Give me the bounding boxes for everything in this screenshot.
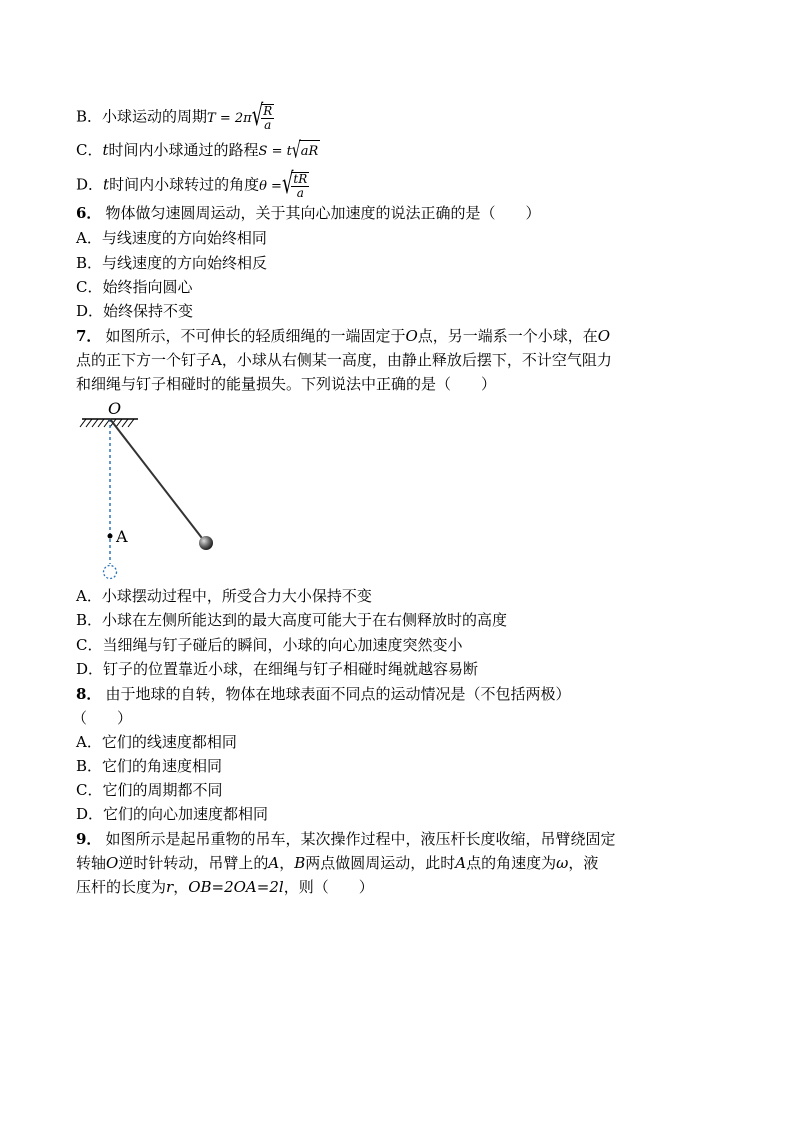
sqrt-sign-icon: √ bbox=[251, 98, 264, 133]
question-text: 点的角速度为 bbox=[466, 854, 557, 872]
option-letter: C． bbox=[76, 636, 103, 654]
var-r: r bbox=[166, 878, 174, 896]
option-text: 它们的线速度都相同 bbox=[101, 733, 237, 751]
question-text: 逆时针转动，吊臂上的 bbox=[118, 854, 269, 872]
var-o: O bbox=[405, 327, 418, 345]
angle-formula bbox=[259, 166, 309, 201]
question-text: 和细绳与钉子相碰时的能量损失。下列说法中正确的是（ ） bbox=[76, 375, 497, 393]
question-number: 7． bbox=[76, 327, 102, 345]
q7-option-d bbox=[76, 658, 744, 680]
fraction-numerator: tR bbox=[293, 172, 308, 186]
question-number: 8． bbox=[76, 685, 102, 703]
option-letter: C． bbox=[76, 141, 103, 159]
ceiling-hatch-icon bbox=[80, 419, 134, 427]
q6-option-a bbox=[76, 227, 744, 249]
option-text: 时间内小球通过的路程 bbox=[108, 141, 259, 159]
option-letter: B． bbox=[76, 254, 103, 272]
var-a: A bbox=[455, 854, 467, 872]
formula-lhs: S = t bbox=[258, 144, 292, 159]
q7-stem-line2 bbox=[76, 349, 744, 371]
option-letter: D． bbox=[76, 660, 104, 678]
q8-option-d bbox=[76, 803, 744, 825]
q5-option-b bbox=[76, 98, 744, 133]
question-text: 由于地球的自转，物体在地球表面不同点的运动情况是（不包括两极） bbox=[105, 685, 571, 703]
var-t: t bbox=[103, 175, 110, 194]
formula-fraction bbox=[291, 172, 309, 200]
option-letter: D． bbox=[76, 805, 104, 823]
q6-stem bbox=[76, 202, 744, 224]
question-text: ，液 bbox=[568, 854, 599, 872]
q9-stem-line3 bbox=[76, 876, 744, 898]
formula-lhs: θ = bbox=[259, 178, 282, 194]
pendulum-figure bbox=[76, 396, 246, 582]
period-formula bbox=[207, 98, 274, 133]
option-letter: C． bbox=[76, 781, 103, 799]
option-text: 它们的向心加速度都相同 bbox=[103, 805, 269, 823]
sqrt-sign-icon: √ bbox=[291, 138, 301, 164]
sqrt-sign-icon: √ bbox=[281, 166, 294, 201]
option-text: 时间内小球转过的角度 bbox=[109, 175, 260, 194]
question-text: ，则（ ） bbox=[283, 878, 374, 896]
question-text: 转轴 bbox=[76, 854, 107, 872]
question-text: 压杆的长度为 bbox=[76, 878, 167, 896]
formula-lhs: T = 2π bbox=[207, 110, 252, 126]
var-o: O bbox=[597, 327, 611, 345]
question-text: ， bbox=[173, 878, 189, 896]
fraction-denominator: a bbox=[264, 118, 272, 132]
question-number: 6． bbox=[76, 204, 102, 222]
option-text: 小球摆动过程中，所受合力大小保持不变 bbox=[101, 587, 372, 605]
radicand: aR bbox=[299, 140, 321, 163]
fraction-denominator: a bbox=[296, 186, 304, 200]
var-b: B bbox=[294, 854, 306, 872]
option-text: 它们的角速度相同 bbox=[102, 757, 223, 775]
option-letter: A． bbox=[76, 733, 102, 751]
option-text: 小球在左侧所能达到的最大高度可能大于在右侧释放时的高度 bbox=[102, 611, 508, 629]
nail-point bbox=[108, 534, 113, 539]
ball-icon bbox=[199, 536, 213, 550]
option-text: 与线速度的方向始终相同 bbox=[101, 229, 267, 247]
option-letter: B． bbox=[76, 757, 103, 775]
dashed-ball-icon bbox=[104, 566, 117, 579]
fraction-numerator: R bbox=[263, 104, 273, 118]
var-a: A bbox=[268, 854, 280, 872]
q7-option-c bbox=[76, 634, 744, 656]
question-text: 点，另一端系一个小球，在 bbox=[417, 327, 598, 345]
option-letter: A． bbox=[76, 229, 102, 247]
q8-option-a bbox=[76, 731, 744, 753]
q9-stem-line2 bbox=[76, 852, 744, 874]
option-text: 当细绳与钉子碰后的瞬间，小球的向心加速度突然变小 bbox=[102, 636, 463, 654]
option-letter: B． bbox=[76, 107, 103, 126]
question-text: 如图所示，不可伸长的轻质细绳的一端固定于 bbox=[105, 327, 406, 345]
equation: OB=2OA=2l bbox=[188, 878, 284, 896]
label-a: A bbox=[116, 527, 128, 546]
option-letter: C． bbox=[76, 278, 103, 296]
q7-option-b bbox=[76, 609, 744, 631]
q8-option-b bbox=[76, 755, 744, 777]
q8-option-c bbox=[76, 779, 744, 801]
q7-stem-line1 bbox=[76, 325, 744, 347]
q8-stem-line1 bbox=[76, 683, 744, 705]
option-text: 始终指向圆心 bbox=[102, 278, 193, 296]
q5-option-c bbox=[76, 139, 744, 163]
option-text: 钉子的位置靠近小球，在细绳与钉子相碰时绳就越容易断 bbox=[103, 660, 479, 678]
question-number: 9． bbox=[76, 830, 102, 848]
question-text: ， bbox=[279, 854, 295, 872]
path-formula bbox=[258, 138, 321, 164]
option-text: 始终保持不变 bbox=[103, 302, 194, 320]
option-letter: A． bbox=[76, 587, 102, 605]
q6-option-b bbox=[76, 252, 744, 274]
q6-option-c bbox=[76, 276, 744, 298]
q7-option-a bbox=[76, 585, 744, 607]
answer-bracket: （ ） bbox=[72, 709, 133, 727]
question-text: 物体做匀速圆周运动，关于其向心加速度的说法正确的是（ ） bbox=[105, 204, 541, 222]
var-o: O bbox=[106, 854, 119, 872]
q5-option-d bbox=[76, 166, 744, 201]
question-text: 两点做圆周运动，此时 bbox=[305, 854, 456, 872]
option-text: 它们的周期都不同 bbox=[102, 781, 223, 799]
q9-stem-line1 bbox=[76, 828, 744, 850]
q8-stem-line2 bbox=[72, 707, 744, 729]
q7-stem-line3 bbox=[76, 373, 744, 395]
option-letter: D． bbox=[76, 302, 104, 320]
option-letter: D． bbox=[76, 175, 104, 194]
label-o: O bbox=[108, 399, 122, 418]
var-t: t bbox=[102, 141, 109, 159]
question-text: 点的正下方一个钉子A，小球从右侧某一高度，由静止释放后摆下，不计空气阻力 bbox=[76, 351, 612, 369]
string-line bbox=[110, 419, 205, 542]
option-letter: B． bbox=[76, 611, 103, 629]
question-text: 如图所示是起吊重物的吊车，某次操作过程中，液压杆长度收缩，吊臂绕固定 bbox=[105, 830, 616, 848]
option-text: 小球运动的周期 bbox=[102, 107, 208, 126]
q6-option-d bbox=[76, 300, 744, 322]
option-text: 与线速度的方向始终相反 bbox=[102, 254, 268, 272]
var-omega: ω bbox=[556, 854, 569, 872]
